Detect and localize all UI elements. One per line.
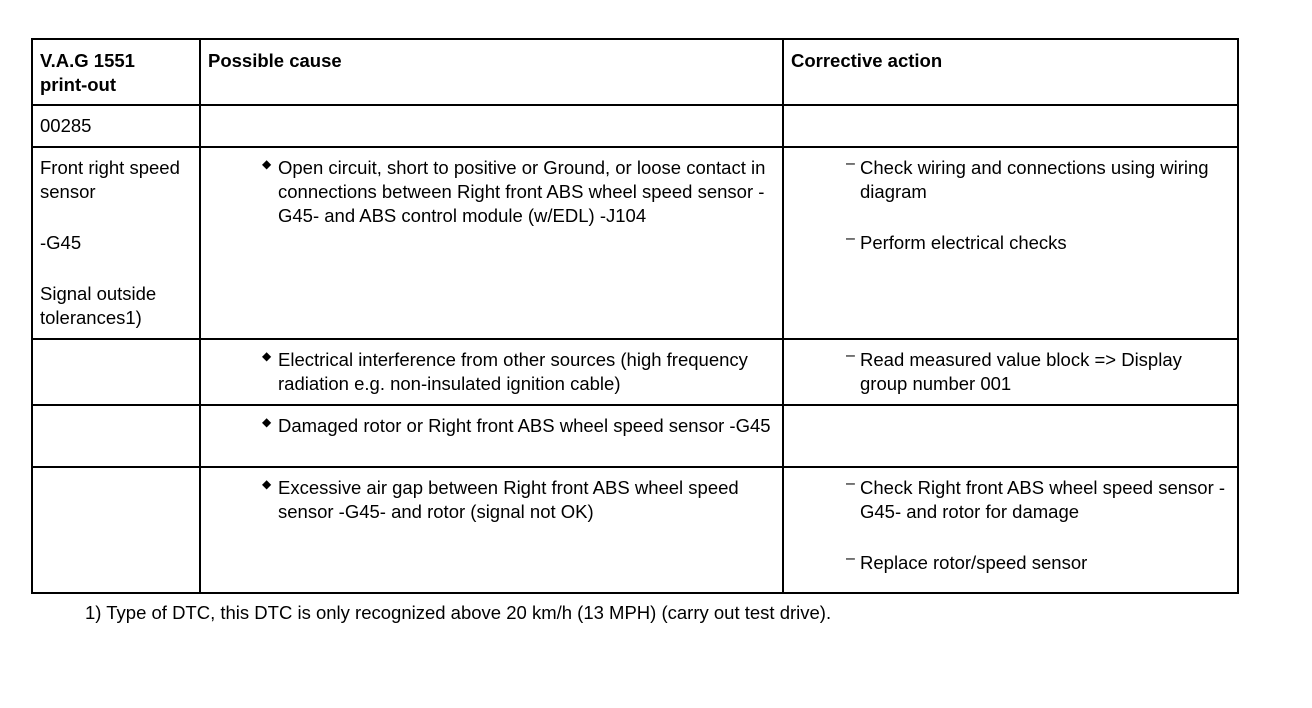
action-text: Check wiring and connections using wiring diagram bbox=[860, 157, 1209, 202]
header-vag-line2: print-out bbox=[40, 74, 117, 95]
action-item bbox=[846, 551, 1230, 575]
action-item bbox=[846, 231, 1230, 255]
empty-cell bbox=[783, 105, 1238, 147]
dash-bullet-icon: – bbox=[846, 347, 855, 364]
cause-cell bbox=[200, 467, 783, 593]
cause-item bbox=[262, 348, 775, 396]
cause-text: Excessive air gap between Right front ABS wheel speed sensor -G45- and rotor (signal not OK) bbox=[278, 477, 739, 522]
component-id: -G45 bbox=[40, 232, 82, 253]
dash-bullet-icon: – bbox=[846, 550, 855, 567]
action-text: Read measured value block => Display group number 001 bbox=[860, 349, 1182, 394]
diamond-bullet-icon: ◆ bbox=[262, 349, 272, 363]
cause-cell bbox=[200, 339, 783, 405]
action-item bbox=[846, 476, 1230, 524]
header-corrective-action: Corrective action bbox=[783, 39, 1238, 105]
table-row bbox=[32, 339, 1238, 405]
action-text: Check Right front ABS wheel speed sensor -G45- and rotor for damage bbox=[860, 477, 1226, 522]
action-cell bbox=[783, 339, 1238, 405]
dash-bullet-icon: – bbox=[846, 475, 855, 492]
cause-cell bbox=[200, 147, 783, 339]
component-cell bbox=[32, 147, 200, 339]
diamond-bullet-icon: ◆ bbox=[262, 157, 272, 171]
action-item bbox=[846, 156, 1230, 204]
empty-cell bbox=[32, 467, 200, 593]
action-text: Perform electrical checks bbox=[860, 232, 1067, 253]
dash-bullet-icon: – bbox=[846, 230, 855, 247]
dtc-code: 00285 bbox=[32, 105, 200, 147]
header-possible-cause: Possible cause bbox=[200, 39, 783, 105]
table-row-code bbox=[32, 105, 1238, 147]
table-row bbox=[32, 467, 1238, 593]
action-cell bbox=[783, 467, 1238, 593]
dtc-table bbox=[31, 38, 1239, 594]
action-cell bbox=[783, 147, 1238, 339]
table-row bbox=[32, 405, 1238, 467]
cause-cell bbox=[200, 405, 783, 467]
diamond-bullet-icon: ◆ bbox=[262, 415, 272, 429]
empty-cell bbox=[783, 405, 1238, 467]
table-header-row bbox=[32, 39, 1238, 105]
component-fault: Signal outside tolerances1) bbox=[40, 283, 157, 328]
footnote: 1) Type of DTC, this DTC is only recognized above 20 km/h (13 MPH) (carry out test drive). bbox=[85, 602, 832, 623]
header-vag-line1: V.A.G 1551 bbox=[40, 50, 135, 71]
header-vag-printout bbox=[32, 39, 200, 105]
cause-text: Damaged rotor or Right front ABS wheel speed sensor -G45 bbox=[278, 415, 771, 436]
cause-text: Electrical interference from other sources (high frequency radiation e.g. non-insulated ignition cable) bbox=[278, 349, 748, 394]
component-name: Front right speed sensor bbox=[40, 157, 180, 202]
table-row bbox=[32, 147, 1238, 339]
empty-cell bbox=[200, 105, 783, 147]
cause-text: Open circuit, short to positive or Ground, or loose contact in connections between Right front ABS wheel speed sensor -G45- and ABS control module (w/EDL) -J104 bbox=[278, 157, 766, 226]
action-item bbox=[846, 348, 1230, 396]
diamond-bullet-icon: ◆ bbox=[262, 477, 272, 491]
empty-cell bbox=[32, 405, 200, 467]
dash-bullet-icon: – bbox=[846, 155, 855, 172]
empty-cell bbox=[32, 339, 200, 405]
cause-item bbox=[262, 476, 775, 524]
cause-item bbox=[262, 414, 775, 438]
cause-item bbox=[262, 156, 775, 228]
action-text: Replace rotor/speed sensor bbox=[860, 552, 1088, 573]
